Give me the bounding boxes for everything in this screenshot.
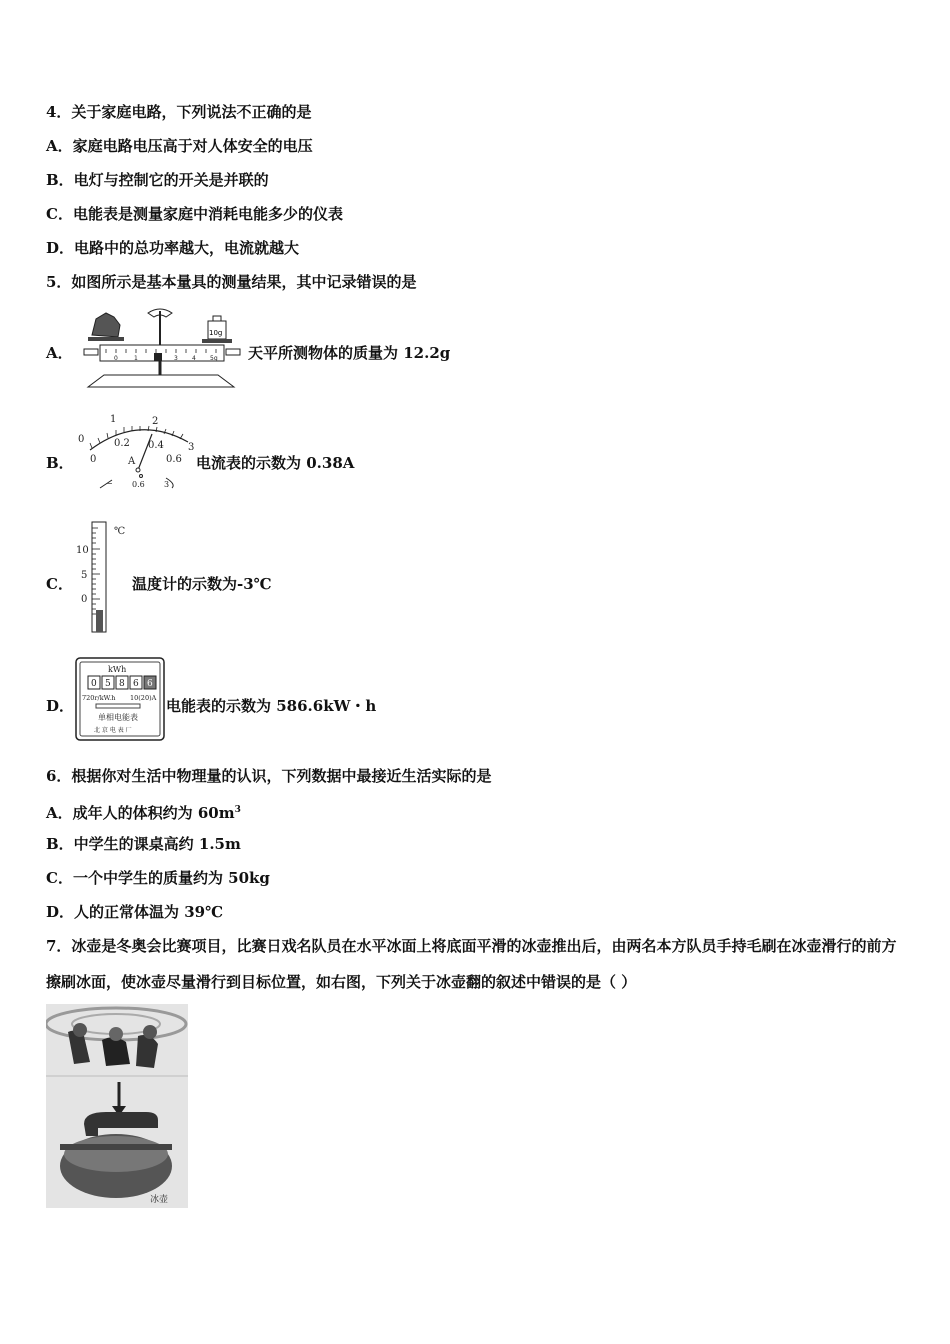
q5-option-b-label: B． <box>46 454 74 472</box>
meter-digit-4: 6 <box>133 679 139 689</box>
q4-stem: 4．关于家庭电路，下列说法不正确的是 <box>46 103 312 121</box>
balance-figure <box>78 305 246 391</box>
q6-option-a: A．成年人的体积约为 $60m^3$ <box>46 804 241 822</box>
meter-spec-right: 10(20)A <box>130 694 157 702</box>
q4-option-c: C．电能表是测量家庭中消耗电能多少的仪表 <box>46 205 343 223</box>
ammeter-bottom-1: 0.2 <box>114 438 130 449</box>
terminal-06: 0.6 <box>132 480 145 489</box>
curling-photo <box>46 1004 188 1208</box>
meter-spec-left: 720r/kW.h <box>82 694 116 702</box>
meter-unit: kWh <box>108 665 127 674</box>
q7-stem: 7．冰壶是冬奥会比赛项目，比赛日戏名队员在水平冰面上将底面平滑的冰壶推出后，由两名本方队员手持毛刷在冰壶滑行的前方擦刷冰面，使冰壶尽量滑行到目标位置，如右图，下列关于冰壶翻的叙述中错误的是（ ） <box>46 937 897 991</box>
q5-option-c-label: C． <box>46 575 73 593</box>
weight-label: 10g <box>209 329 223 337</box>
ammeter-bottom-2: 0.4 <box>148 440 164 451</box>
ammeter-top-2: 2 <box>152 416 159 427</box>
ammeter-top-3: 3 <box>188 442 195 453</box>
q5-stem: 5．如图所示是基本量具的测量结果，其中记录错误的是 <box>46 273 417 291</box>
meter-digit-3: 8 <box>119 679 125 689</box>
ammeter-unit: A <box>128 456 136 467</box>
meter-digit-2: 5 <box>105 679 111 689</box>
q6-option-b: B．中学生的课桌高约 1.5m <box>46 835 241 853</box>
ammeter-bottom-0: 0 <box>90 454 97 465</box>
ammeter-bottom-3: 0.6 <box>166 454 182 465</box>
ammeter-figure <box>76 410 198 492</box>
ammeter-top-0: 0 <box>78 434 85 445</box>
balance-base <box>88 375 234 387</box>
scale-3: 3 <box>174 355 178 362</box>
thermo-tick-5: 5 <box>81 570 88 581</box>
q6-option-c: C．一个中学生的质量约为 50kg <box>46 869 270 887</box>
thermo-tick-0: 0 <box>81 594 88 605</box>
meter-name: 单相电能表 <box>98 713 138 722</box>
meter-maker: 北 京 电 表 厂 <box>94 727 132 734</box>
scale-0: 0 <box>114 355 118 362</box>
q5-option-c-text: 温度计的示数为-3℃ <box>132 575 272 593</box>
ammeter-top-1: 1 <box>110 414 117 425</box>
thermo-tick-10: 10 <box>76 545 89 556</box>
q5-option-a-label: A． <box>46 344 73 362</box>
q5-option-a-text: 天平所测物体的质量为 12.2g <box>248 344 451 362</box>
scale-4: 4 <box>192 355 196 362</box>
meter-digit-5: 6 <box>147 679 153 689</box>
photo-caption: 冰壶 <box>150 1195 169 1205</box>
electric-meter-figure <box>74 656 166 742</box>
scale-1: 1 <box>134 355 138 362</box>
q4-option-a: A．家庭电路电压高于对人体安全的电压 <box>46 137 313 155</box>
q4-option-b: B．电灯与控制它的开关是并联的 <box>46 171 269 189</box>
q6-option-d: D．人的正常体温为 39℃ <box>46 903 224 921</box>
thermometer-figure <box>74 518 132 636</box>
q5-option-d-label: D． <box>46 697 75 715</box>
thermo-unit: ℃ <box>114 526 126 537</box>
scale-5: 5g <box>210 355 218 362</box>
rock-icon <box>92 313 120 337</box>
q5-option-b-text: 电流表的示数为 0.38A <box>196 454 355 472</box>
ammeter-needle <box>138 434 152 470</box>
q6-stem: 6．根据你对生活中物理量的认识，下列数据中最接近生活实际的是 <box>46 767 492 785</box>
terminal-minus: − <box>106 479 113 488</box>
terminal-3: 3 <box>164 480 170 489</box>
mercury-column <box>96 610 103 632</box>
meter-digit-1: 0 <box>91 679 97 689</box>
q5-option-d-text: 电能表的示数为 586.6kW・h <box>166 697 377 715</box>
q6-option-a-sup: 3 <box>234 805 241 815</box>
q4-option-d: D．电路中的总功率越大，电流就越大 <box>46 239 300 257</box>
